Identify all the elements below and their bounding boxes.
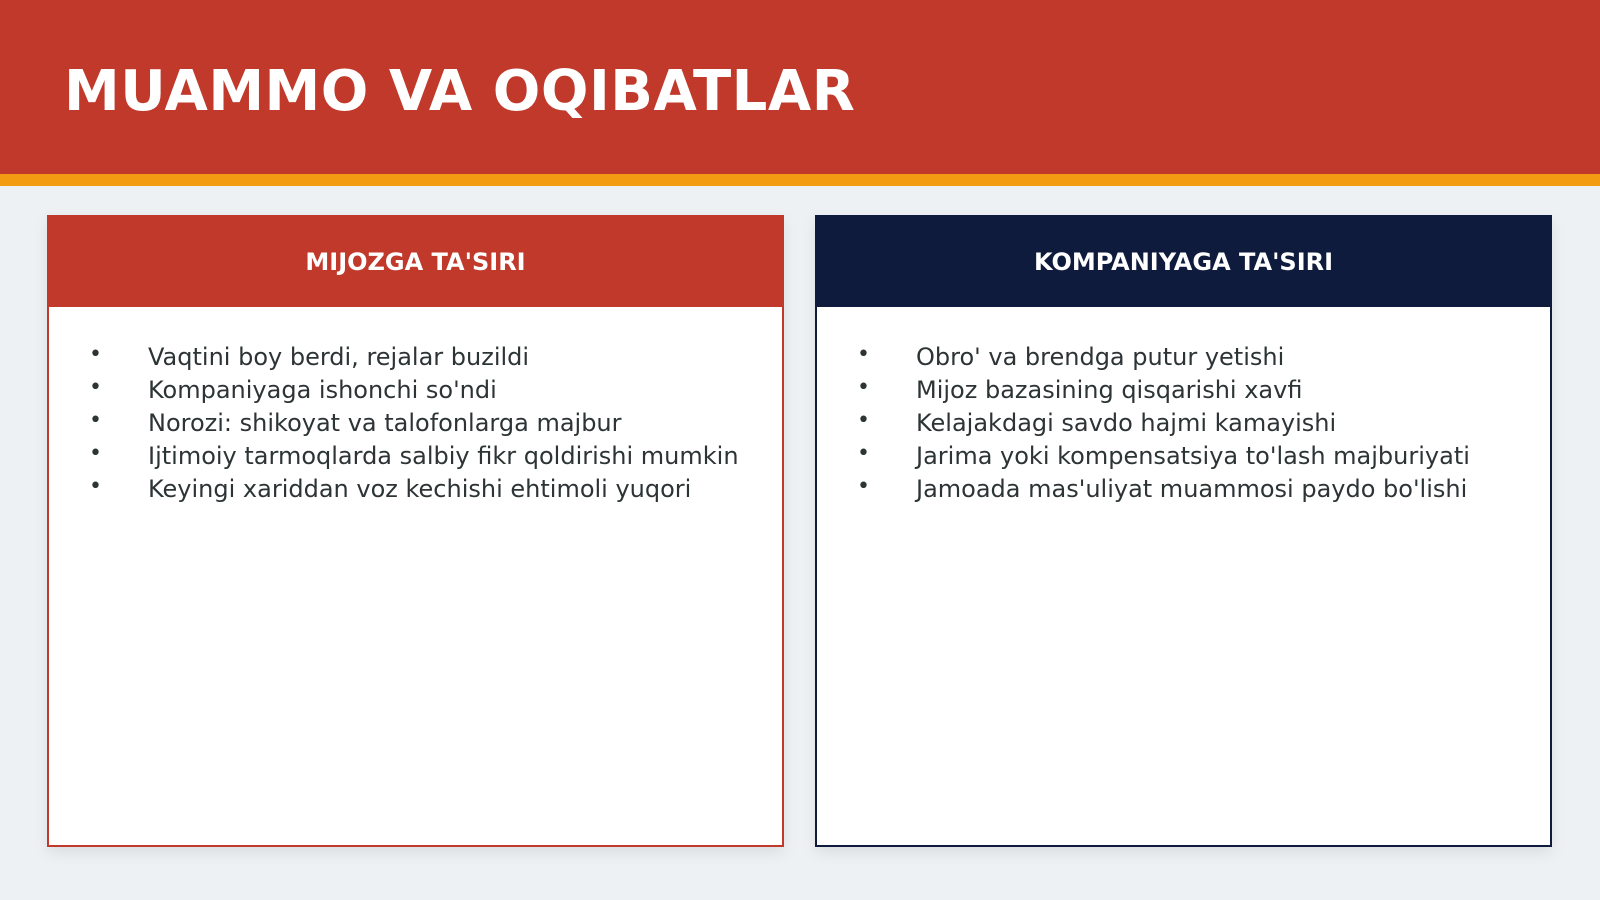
bullet-icon: • [857,375,870,400]
bullet-icon: • [857,474,870,499]
bullet-icon: • [89,474,102,499]
list-item-text: Vaqtini boy berdi, rejalar buzildi [148,343,530,371]
list-item [49,341,782,374]
list-item-text: Kompaniyaga ishonchi so'ndi [148,376,497,404]
header-accent-stripe [0,174,1600,186]
customer-impact-card [47,215,784,847]
slide-title: MUAMMO VA OQIBATLAR [64,59,856,124]
list-item [49,407,782,440]
company-impact-card [815,215,1552,847]
list-item [49,440,782,473]
list-item-text: Ijtimoiy tarmoqlarda salbiy fikr qoldirishi mumkin [148,442,739,470]
list-item-text: Keyingi xariddan voz kechishi ehtimoli yuqori [148,475,692,503]
list-item [49,473,782,506]
list-item-text: Kelajakdagi savdo hajmi kamayishi [916,409,1337,437]
list-item-text: Norozi: shikoyat va talofonlarga majbur [148,409,622,437]
bullet-icon: • [857,408,870,433]
bullet-icon: • [89,408,102,433]
bullet-icon: • [89,342,102,367]
list-item [817,473,1550,506]
list-item [817,374,1550,407]
list-item [49,374,782,407]
company-impact-heading: KOMPANIYAGA TA'SIRI [817,217,1550,307]
list-item [817,341,1550,374]
customer-impact-heading: MIJOZGA TA'SIRI [49,217,782,307]
company-impact-list [817,307,1550,506]
bullet-icon: • [89,375,102,400]
list-item [817,440,1550,473]
customer-impact-list [49,307,782,506]
bullet-icon: • [89,441,102,466]
list-item-text: Jarima yoki kompensatsiya to'lash majburiyati [916,442,1470,470]
bullet-icon: • [857,342,870,367]
bullet-icon: • [857,441,870,466]
list-item-text: Jamoada mas'uliyat muammosi paydo bo'lishi [916,475,1468,503]
list-item-text: Obro' va brendga putur yetishi [916,343,1285,371]
list-item-text: Mijoz bazasining qisqarishi xavfi [916,376,1303,404]
list-item [817,407,1550,440]
